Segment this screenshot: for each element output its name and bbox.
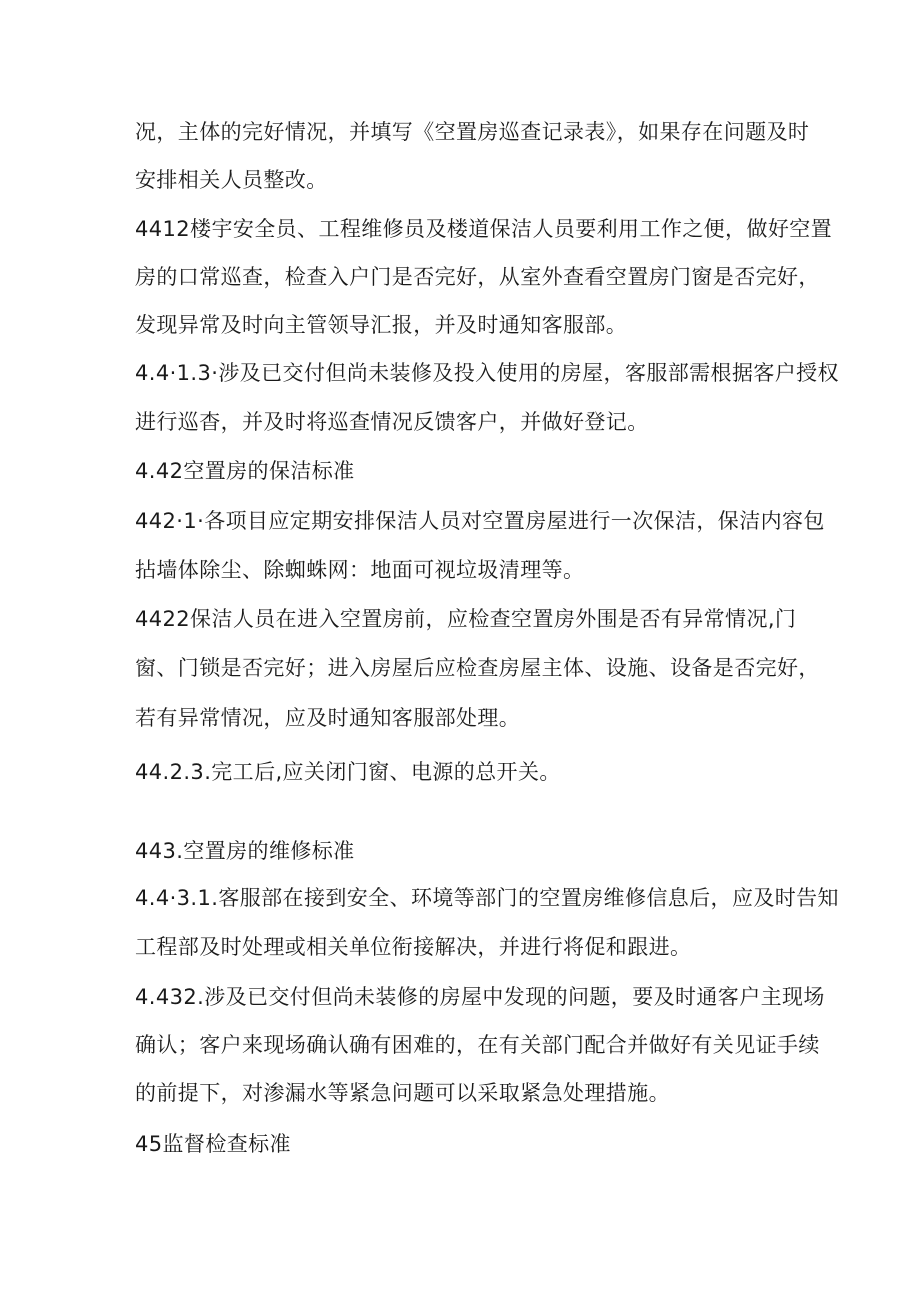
text-line: 4.4·1.3·涉及已交付但尚未装修及投入使用的房屋，客服部需根据客户授权 [135,361,839,385]
text-line: 发现异常及时向主管领导汇报，并及时通知客服部。 [135,313,628,337]
text-line: 确认；客户来现场确认确有困难的，在有关部门配合并做好有关见证手续 [135,1033,820,1057]
text-line: 4.432.涉及已交付但尚未装修的房屋中发现的问题，要及时通客户主现场 [135,985,825,1009]
section-heading: 4.42空置房的保洁标准 [135,459,355,483]
text-line: 工程部及时处理或相关单位衔接解决，并进行将促和跟进。 [135,935,692,959]
text-line: 安排相关人员整改。 [135,168,328,192]
text-line: 进行巡杳，并及时将巡查情况反馈客户，并做好登记。 [135,410,649,434]
text-line: 房的口常巡查，检查入户门是否完好，从室外查看空置房门窗是否完好， [135,265,820,289]
text-line: 若有异常情况，应及时通知客服部处理。 [135,706,521,730]
text-line: 4422保洁人员在进入空置房前，应检查空置房外围是否有异常情况,门 [135,607,797,631]
text-line: 窗、门锁是否完好；进入房屋后应检查房屋主体、设施、设备是否完好， [135,656,820,680]
text-line: 4.4·3.1.客服部在接到安全、环境等部门的空置房维修信息后，应及时告知 [135,886,839,910]
text-line: 44.2.3.完工后,应关闭门窗、电源的总开关。 [135,760,561,784]
text-line: 的前提下，对渗漏水等紧急问题可以采取紧急处理措施。 [135,1081,670,1105]
text-line: 442·1·各项目应定期安排保洁人员对空置房屋进行一次保洁，保洁内容包 [135,509,825,533]
text-line: 4412楼宇安全员、工程维修员及楼道保洁人员要利用工作之便，做好空置 [135,217,833,241]
section-heading: 443.空置房的维修标准 [135,839,355,863]
text-line: 况，主体的完好情况，并填写《空置房巡查记录表》，如果存在问题及时 [135,120,810,144]
section-heading: 45监督检查标准 [135,1132,291,1156]
text-line: 拈墙体除尘、除蜘蛛网：地面可视垃圾清理等。 [135,558,585,582]
